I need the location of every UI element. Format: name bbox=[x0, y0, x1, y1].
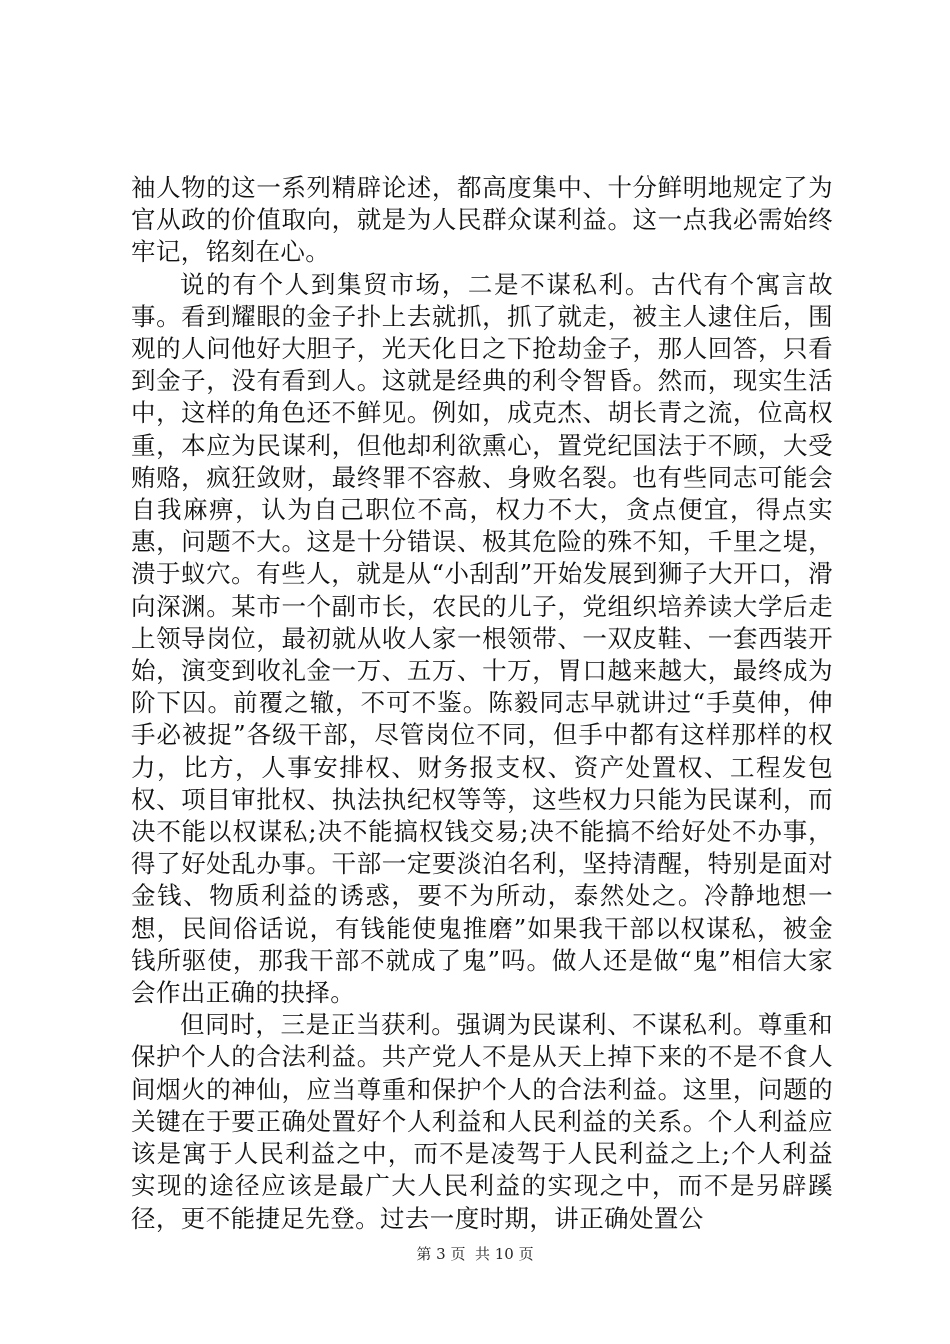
page-number-label: 第 3 页 共 10 页 bbox=[416, 1245, 534, 1263]
paragraph-no-private-gain: 说的有个人到集贸市场，二是不谋私利。古代有个寓言故事。看到耀眼的金子扑上去就抓，抓了就走，被主人逮住后，围观的人问他好大胆子，光天化日之下抢劫金子，那人回答，只看到金子，没有看到人。这就是经典的利令智昏。然而，现实生活中，这样的角色还不鲜见。例如，成克杰、胡长青之流，位高权重，本应为民谋利，但他却利欲熏心，置党纪国法于不顾，大受贿赂，疯狂敛财，最终罪不容赦、身败名裂。也有些同志可能会自我麻痹，认为自己职位不高，权力不大，贪点便宜，得点实惠，问题不大。这是十分错误、极其危险的殊不知，千里之堤，溃于蚁穴。有些人，就是从“小刮刮”开始发展到狮子大开口，滑向深渊。某市一个副市长，农民的儿子，党组织培养读大学后走上领导岗位，最初就从收人家一根领带、一双皮鞋、一套西装开始，演变到收礼金一万、五万、十万，胃口越来越大，最终成为阶下囚。前覆之辙，不可不鉴。陈毅同志早就讲过“手莫伸，伸手必被捉”各级干部，尽管岗位不同，但手中都有这样那样的权力，比方，人事安排权、财务报支权、资产处置权、工程发包权、项目审批权、执法执纪权等等，这些权力只能为民谋利，而决不能以权谋私;决不能搞权钱交易;决不能搞不给好处不办事，得了好处乱办事。干部一定要淡泊名利，坚持清醒，特别是面对金钱、物质利益的诱惑，要不为所动，泰然处之。冷静地想一想，民间俗话说，有钱能使鬼推磨”如果我干部以权谋私，被金钱所驱使，那我干部不就成了鬼”吗。做人还是做“鬼”相信大家会作出正确的抉择。 bbox=[131, 269, 833, 1008]
paragraph-legitimate-gain: 但同时，三是正当获利。强调为民谋利、不谋私利。尊重和保护个人的合法利益。共产党人不是从天上掉下来的不是不食人间烟火的神仙，应当尊重和保护个人的合法利益。这里，问题的关键在于要正确处置好个人利益和人民利益的关系。个人利益应该是寓于人民利益之中，而不是凌驾于人民利益之上;个人利益实现的途径应该是最广大人民利益的实现之中，而不是另辟蹊径，更不能捷足先登。过去一度时期，讲正确处置公 bbox=[131, 1010, 833, 1233]
document-body bbox=[131, 172, 833, 1235]
paragraph-continued: 袖人物的这一系列精辟论述，都高度集中、十分鲜明地规定了为官从政的价值取向，就是为人民群众谋利益。这一点我必需始终牢记，铭刻在心。 bbox=[131, 173, 833, 267]
page-footer bbox=[0, 1244, 950, 1264]
